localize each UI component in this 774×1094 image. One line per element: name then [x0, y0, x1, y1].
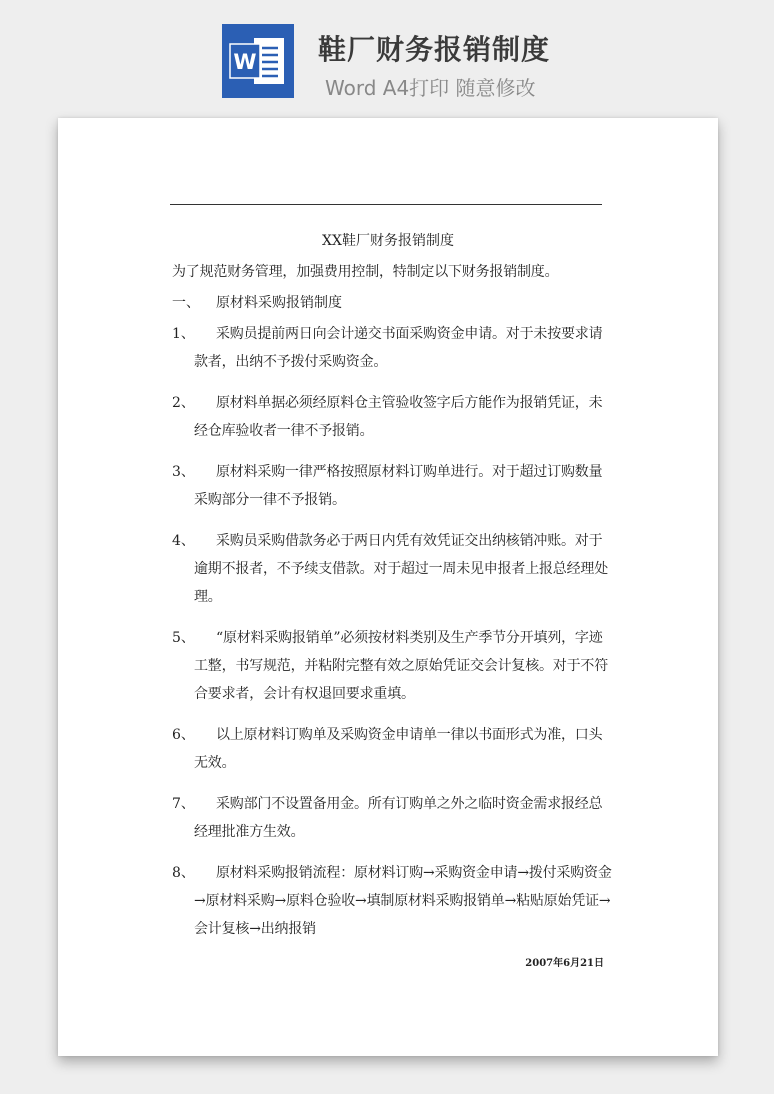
item-number: 1、: [172, 326, 195, 342]
list-item: [172, 458, 612, 514]
item-number: 6、: [172, 727, 195, 743]
item-number: 5、: [172, 630, 195, 646]
item-text: 原材料采购报销流程：原材料订购→采购资金申请→拨付采购资金→原材料采购→原料仓验收→填制原材料采购报销单→粘贴原始凭证→会计复核→出纳报销: [194, 865, 612, 937]
section-number: 一、: [172, 295, 200, 311]
item-number: 4、: [172, 533, 195, 549]
list-item: [172, 790, 612, 846]
word-icon-letter: W: [233, 50, 257, 74]
item-text: 采购员提前两日向会计递交书面采购资金申请。对于未按要求请款者，出纳不予拨付采购资金。: [194, 326, 603, 370]
document-body: [172, 258, 612, 956]
item-text: “原材料采购报销单”必须按材料类别及生产季节分开填列，字迹工整，书写规范，并粘附完整有效之原始凭证交会计复核。对于不符合要求者，会计有权退回要求重填。: [194, 630, 608, 702]
item-text: 采购部门不设置备用金。所有订购单之外之临时资金需求报经总经理批准方生效。: [194, 796, 603, 840]
item-text: 以上原材料订购单及采购资金申请单一律以书面形式为准，口头无效。: [194, 727, 603, 771]
item-number: 8、: [172, 865, 195, 881]
item-text: 原材料单据必须经原料仓主管验收签字后方能作为报销凭证，未经仓库验收者一律不予报销。: [194, 395, 603, 439]
banner-subtitle: Word A4打印 随意修改: [325, 76, 536, 100]
list-item: [172, 527, 612, 611]
list-item: [172, 624, 612, 708]
intro-paragraph: 为了规范财务管理，加强费用控制，特制定以下财务报销制度。: [172, 264, 559, 280]
banner-title: 鞋厂财务报销制度: [318, 33, 551, 66]
list-item: [172, 859, 612, 943]
document-title: XX鞋厂财务报销制度: [322, 233, 454, 249]
item-number: 7、: [172, 796, 195, 812]
item-number: 2、: [172, 395, 195, 411]
list-item: [172, 389, 612, 445]
document-page: [58, 118, 718, 1056]
page-header: [0, 0, 774, 112]
item-text: 采购员采购借款务必于两日内凭有效凭证交出纳核销冲账。对于逾期不报者，不予续支借款。对于超过一周未见申报者上报总经理处理。: [194, 533, 608, 605]
section-heading: [172, 288, 612, 320]
item-text: 原材料采购一律严格按照原材料订购单进行。对于超过订购数量采购部分一律不予报销。: [194, 464, 603, 508]
section-title: 原材料采购报销制度: [216, 295, 342, 311]
list-item: [172, 721, 612, 777]
document-date: 2007年6月21日: [525, 958, 604, 969]
word-document-icon: [222, 24, 294, 98]
header-rule: [170, 204, 602, 205]
item-number: 3、: [172, 464, 195, 480]
list-item: [172, 320, 612, 376]
